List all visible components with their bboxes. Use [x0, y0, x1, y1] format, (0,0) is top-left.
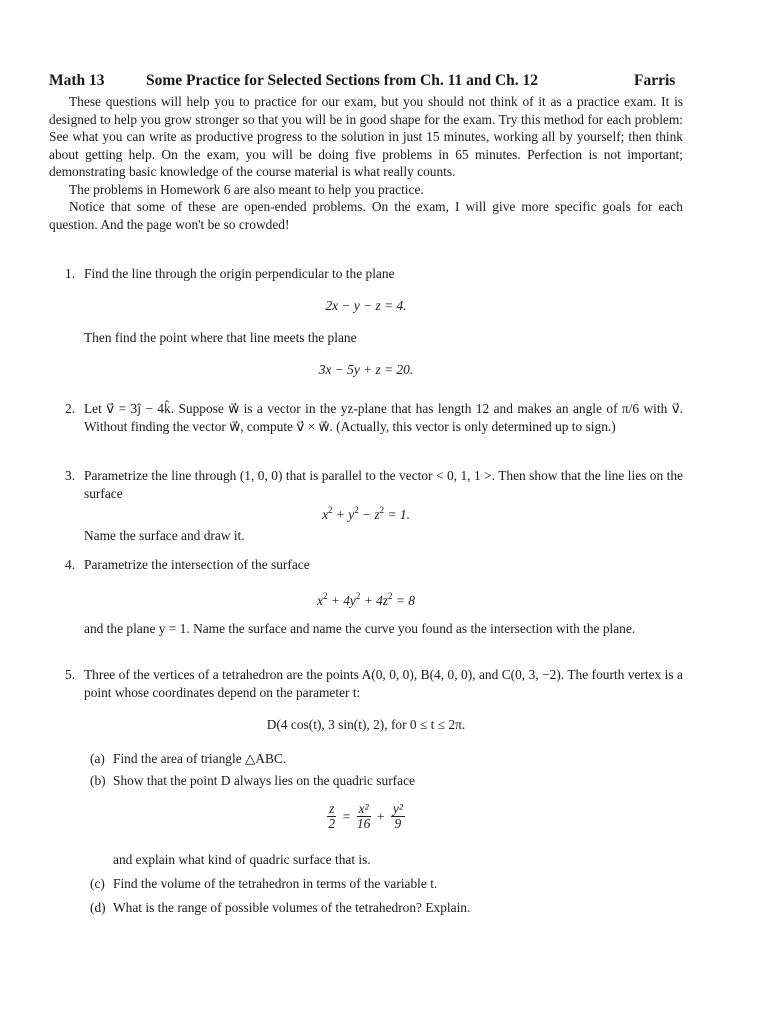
equation: $x^2 + y^2 - z^2 = 1$.: [322, 505, 410, 522]
problem-text: Name the surface and draw it.: [84, 528, 245, 543]
problem-text: Let v⃗ = 3ĵ − 4k̂. Suppose w⃗ is a vector in the yz-plane that has length 12 and makes an angle of π/6 with v⃗. Without finding the vector w⃗, compute v⃗ × w⃗. (Actually, this vector is only determined up to sign.): [84, 401, 683, 434]
problem-text: Find the line through the origin perpendicular to the plane: [84, 266, 395, 281]
subpart-text: and explain what kind of quadric surface that is.: [113, 852, 371, 867]
problem-text: Three of the vertices of a tetrahedron are the points A(0, 0, 0), B(4, 0, 0), and C(0, 3, −2). The fourth vertex is a point whose coordinates depend on the parameter t:: [84, 667, 683, 700]
course-name: Math 13: [49, 72, 105, 89]
author-name: Farris: [634, 72, 676, 89]
problem-text: and the plane y = 1. Name the surface and name the curve you found as the intersection with the plane.: [84, 621, 636, 636]
equation: D(4 cos(t), 3 sin(t), 2), for 0 ≤ t ≤ 2π.: [266, 717, 466, 732]
intro-paragraph-3: Notice that some of these are open-ended problems. On the exam, I will give more specific goals for each question. And the page won't be so crowded!: [49, 199, 683, 232]
problem-number: 5.: [65, 667, 76, 682]
document-title: Some Practice for Selected Sections from Ch. 11 and Ch. 12: [146, 72, 539, 89]
intro-paragraph-2: The problems in Homework 6 are also meant to help you practice.: [69, 181, 424, 197]
subpart-label: (d): [90, 900, 106, 915]
problem-number: 4.: [65, 557, 76, 572]
equation: 2x − y − z = 4.: [325, 298, 407, 313]
equation: 3x − 5y + z = 20.: [318, 362, 414, 377]
problem-number: 3.: [65, 468, 76, 483]
subpart-text: Find the volume of the tetrahedron in terms of the variable t.: [113, 876, 438, 891]
subpart-text: Show that the point D always lies on the quadric surface: [113, 773, 415, 788]
problem-text: Then find the point where that line meets the plane: [84, 330, 357, 345]
fraction: $\frac{\text{y²}}{9}$: [392, 801, 403, 831]
problem-text: Parametrize the intersection of the surface: [84, 557, 310, 572]
fraction: $\frac{\text{x²}}{16}$: [356, 801, 371, 831]
quadric-equation: $\frac{z}{2}$ = $\frac{\text{x²}}{16}$ + $\frac{\text{y²}}{9}$: [328, 801, 403, 831]
subpart-label: (c): [90, 876, 105, 891]
problem-number: 1.: [65, 266, 76, 281]
intro-paragraph-1: These questions will help you to practice for our exam, but you should not think of it as a practice exam. It is designed to help you grow stronger so that you will be in good shape for the exam. Try this method for each problem: See what you can write as productive progress to the solution in just 15 minutes, working all by yourself; then think about getting help. On the exam, you will be doing five problems in 65 minutes. Perfection is not important; demonstrating basic knowledge of the course material is what really counts.: [49, 94, 683, 179]
problem-number: 2.: [65, 401, 76, 416]
subpart-text: Find the area of triangle △ABC.: [113, 751, 287, 766]
equation: $x^2 + 4y^2 + 4z^2 = 8$: [317, 591, 415, 608]
fraction: $\frac{z}{2}$: [328, 801, 336, 831]
problem-text: Parametrize the line through (1, 0, 0) that is parallel to the vector < 0, 1, 1 >. Then show that the line lies on the surface: [84, 468, 683, 501]
subpart-text: What is the range of possible volumes of the tetrahedron? Explain.: [113, 900, 471, 915]
intro-section: [49, 93, 683, 233]
subpart-label: (a): [90, 751, 105, 766]
subpart-label: (b): [90, 773, 106, 788]
